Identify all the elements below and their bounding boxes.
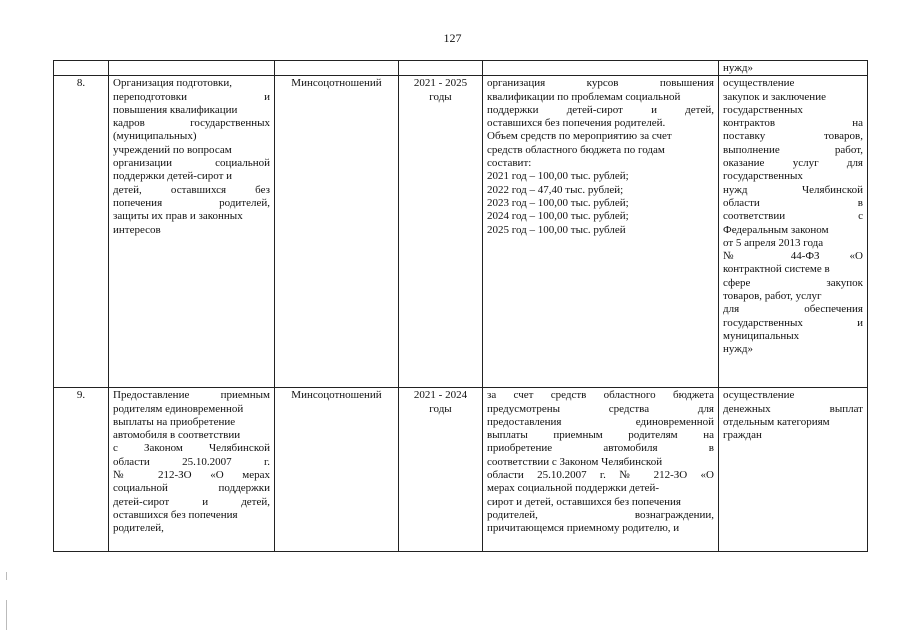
text-line: области 25.10.2007 г. [113, 455, 270, 468]
text-line: средств областного бюджета по годам [487, 143, 665, 156]
text-line: сирот и детей, оставшихся без попечения [487, 495, 681, 508]
text-line: денежных выплат [723, 402, 863, 415]
text-line: переподготовки и [113, 90, 270, 103]
text-line: от 5 апреля 2013 года [723, 236, 824, 249]
text-line: 2021 - 2025 [413, 77, 468, 90]
text-line: поддержки детей-сирот и [113, 170, 233, 183]
text-line: предоставления единовременной [487, 415, 714, 428]
cell-empty [483, 61, 719, 76]
cell-empty [399, 61, 483, 76]
text-line: № 44-ФЗ «О [723, 250, 863, 263]
text-line: сфере закупок [723, 276, 863, 289]
text-line: государственных [723, 103, 803, 116]
text-line: Организация подготовки, [113, 77, 233, 90]
text-line: выплаты на приобретение [113, 415, 236, 428]
text-line: предусмотрены средства для [487, 402, 714, 415]
text-line: осуществление [723, 389, 795, 402]
text-line: автомобиля в соответствии [113, 429, 241, 442]
text-line: № 212-ЗО «О мерах [113, 469, 270, 482]
text-line: нужд Челябинской [723, 183, 863, 196]
text-line: 2022 год – 47,40 тыс. рублей; [487, 183, 624, 196]
cell-description [483, 388, 719, 552]
cell-number: 9. [54, 388, 109, 552]
text-line: выплаты приемным родителям на [487, 429, 714, 442]
text-line: за счет средств областного бюджета [487, 389, 714, 402]
text-line: Федеральным законом [723, 223, 829, 236]
text-line: организации социальной [113, 157, 270, 170]
cell-measure-name [109, 388, 275, 552]
text-line: учреждений по вопросам [113, 143, 232, 156]
text-line: кадров государственных [113, 117, 270, 130]
text-line: нужд» [723, 62, 753, 74]
text-line: соответствии с Законом Челябинской [487, 455, 663, 468]
cell-result [719, 388, 868, 552]
text-line: контрактной системе в [723, 263, 830, 276]
text-line: оказание услуг для [723, 157, 863, 170]
cell-result [719, 76, 868, 388]
cell-term [399, 76, 483, 388]
page-number: 127 [443, 31, 462, 45]
text-line: приобретение автомобиля в [487, 442, 714, 455]
text-line: 2024 год – 100,00 тыс. рублей; [487, 210, 629, 223]
text-line: организация курсов повышения [487, 77, 714, 90]
measures-table [53, 60, 868, 552]
text-line: 2021 - 2024 [413, 389, 468, 402]
table-row-9 [54, 388, 868, 552]
text-line: закупок и заключение [723, 90, 826, 103]
text-line: граждан [723, 429, 762, 442]
text-line: области 25.10.2007 г. № 212-ЗО «О [487, 469, 714, 482]
text-line: нужд» [723, 343, 753, 356]
text-line: товаров, работ, услуг [723, 290, 822, 303]
text-line: повышения квалификации [113, 103, 238, 116]
text-line: поставку товаров, [723, 130, 863, 143]
text-line: квалификации по проблемам социальной [487, 90, 681, 103]
table-row-8 [54, 76, 868, 388]
text-line: осуществление [723, 77, 795, 90]
text-line: 2025 год – 100,00 тыс. рублей [487, 223, 626, 236]
text-line: социальной поддержки [113, 482, 270, 495]
text-line: области в [723, 196, 863, 209]
text-line: детей-сирот и детей, [113, 495, 270, 508]
text-line: оставшихся без попечения [113, 508, 238, 521]
text-line: родителей, [113, 522, 164, 535]
cell-number: 8. [54, 76, 109, 388]
text-line: 2021 год – 100,00 тыс. рублей; [487, 170, 629, 183]
cell-empty [54, 61, 109, 76]
text-line: отдельным категориям [723, 415, 830, 428]
text-line: детей, оставшихся без [113, 183, 270, 196]
text-line: государственных [723, 170, 803, 183]
text-line: защиты их прав и законных [113, 210, 243, 223]
text-line: (муниципальных) [113, 130, 197, 143]
text-line: поддержки детей-сирот и детей, [487, 103, 714, 116]
text-line: годы [429, 402, 452, 415]
text-line: соответствии с [723, 210, 863, 223]
scan-mark [6, 572, 7, 580]
continuation-row [54, 61, 868, 76]
text-line: Предоставление приемным [113, 389, 270, 402]
text-line: государственных и [723, 316, 863, 329]
cell-description [483, 76, 719, 388]
text-line: для обеспечения [723, 303, 863, 316]
text-line: мерах социальной поддержки детей- [487, 482, 660, 495]
text-line: контрактов на [723, 117, 863, 130]
text-line: Объем средств по мероприятию за счет [487, 130, 672, 143]
text-line: причитающемся приемному родителю, и [487, 522, 680, 535]
text-line: родителей, вознаграждении, [487, 508, 714, 521]
cell-executor: Минсоцотношений [275, 76, 399, 388]
cell-term [399, 388, 483, 552]
text-line: выполнение работ, [723, 143, 863, 156]
text-line: с Законом Челябинской [113, 442, 270, 455]
cell-empty [275, 61, 399, 76]
text-line: муниципальных [723, 329, 800, 342]
text-line: родителям единовременной [113, 402, 244, 415]
text-line: интересов [113, 223, 161, 236]
cell-executor: Минсоцотношений [275, 388, 399, 552]
cell-measure-name [109, 76, 275, 388]
cell-result-continuation [719, 61, 868, 76]
text-line: составит: [487, 157, 532, 170]
text-line: попечения родителей, [113, 196, 270, 209]
text-line: 2023 год – 100,00 тыс. рублей; [487, 196, 629, 209]
text-line: годы [429, 90, 452, 103]
text-line: оставшихся без попечения родителей. [487, 117, 666, 130]
scan-mark [6, 600, 7, 630]
cell-empty [109, 61, 275, 76]
